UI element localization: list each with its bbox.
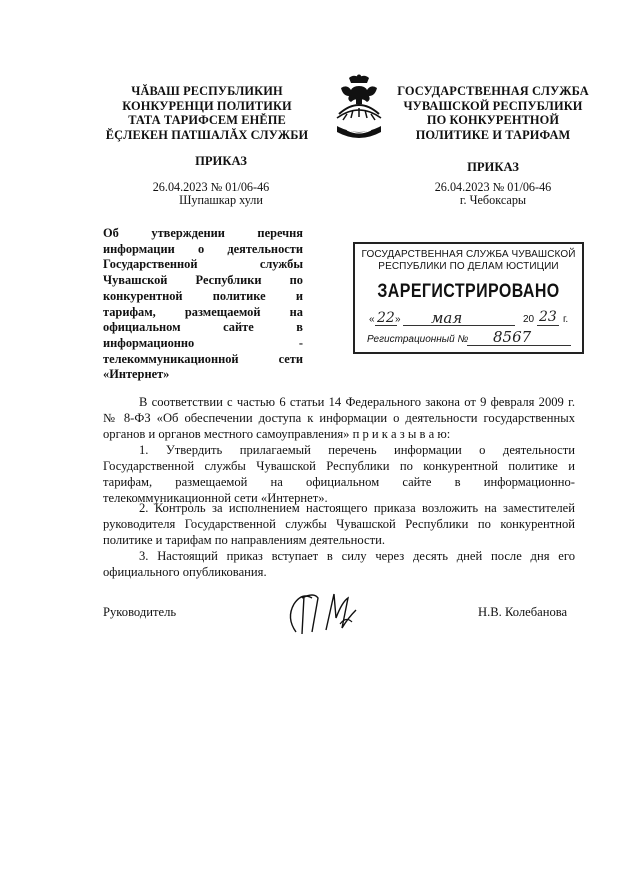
subject-line: Об утверждении перечня (103, 226, 303, 240)
body-intro: В соответствии с частью 6 статьи 14 Федерального закона от 9 февраля 2009 г. № 8-ФЗ «Об обеспечении доступа к информации о деятельности государственных органов и органов местного самоуправления» п р и к а з ы в а ю: (103, 395, 575, 441)
left-header-line: ĔÇЛЕКЕН ПАТШАЛĂХ СЛУЖБИ (105, 127, 309, 142)
right-header-line: ПОЛИТИКЕ И ТАРИФАМ (415, 127, 571, 142)
subject-line: «Интернет» (103, 367, 170, 382)
left-header (96, 84, 318, 142)
signature-name: Н.В. Колебанова (478, 605, 568, 619)
stamp-registered: ЗАРЕГИСТРИРОВАНО (377, 280, 560, 302)
stamp-day: 22 (377, 310, 395, 326)
stamp-year-letter: г. (563, 314, 569, 325)
body-item-3: 3. Настоящий приказ вступает в силу через десять дней после дня его официального опубликования. (103, 549, 575, 579)
left-header-line: ТАТА ТАРИФСЕМ ЕНĔПЕ (128, 113, 286, 127)
signature-position: Руководитель (103, 605, 177, 619)
subject-line: Государственной службы (103, 257, 303, 272)
subject-line: тарифам, размещаемой на (103, 304, 303, 319)
signature-mark (282, 588, 362, 638)
left-place: Шупашкар хули (179, 193, 263, 207)
subject-line: телекоммуникационной сети (103, 351, 303, 366)
right-header-line: ЧУВАШСКОЙ РЕСПУБЛИКИ (403, 98, 583, 113)
registration-stamp (353, 242, 584, 354)
subject-line: Чувашской Республики по (103, 273, 303, 288)
stamp-org-line: РЕСПУБЛИКИ ПО ДЕЛАМ ЮСТИЦИИ (378, 260, 559, 272)
stamp-reg-number: 8567 (493, 328, 532, 346)
body-item-1: 1. Утвердить прилагаемый перечень информации о деятельности Государственной службы Чувашской Республики по конкурентной политике и тарифам, размещаемой на официальном сайте в информационно-телекоммуникационной сети «Интернет». (103, 443, 575, 505)
stamp-month: мая (431, 309, 463, 327)
order-subject (103, 226, 303, 383)
subject-line: официальном сайте в (103, 320, 303, 335)
right-order-line: 26.04.2023 № 01/06-46 (434, 180, 552, 194)
right-order-title: ПРИКАЗ (467, 160, 519, 174)
stamp-reg-line (367, 328, 575, 348)
right-place: г. Чебоксары (459, 193, 527, 207)
stamp-org-line: ГОСУДАРСТВЕННАЯ СЛУЖБА ЧУВАШСКОЙ (361, 249, 576, 260)
stamp-date-line: « 22 » мая 20 23 г. (369, 309, 569, 327)
subject-line: конкурентной политике и (103, 288, 303, 303)
subject-line: информации о деятельности (103, 241, 303, 256)
stamp-year-suffix: 23 (539, 309, 557, 325)
left-order-line: 26.04.2023 № 01/06-46 (152, 180, 270, 194)
body-item-2: 2. Контроль за исполнением настоящего приказа возложить на заместителей руководителя Государственной службы Чувашской Республики по конкурентной политике и тарифам по направлениям деятельности. (103, 501, 575, 547)
stamp-reg-label: Регистрационный № (367, 334, 469, 345)
left-order-title: ПРИКАЗ (195, 154, 247, 168)
left-header-line: ЧĂВАШ РЕСПУБЛИКИН (131, 84, 283, 98)
right-header (382, 84, 604, 142)
stamp-year-prefix: 20 (523, 314, 535, 325)
right-header-line: ПО КОНКУРЕНТНОЙ (426, 113, 560, 127)
left-header-line: КОНКУРЕНЦИ ПОЛИТИКИ (122, 98, 292, 113)
chuvash-emblem-icon (333, 74, 385, 142)
right-header-line: ГОСУДАРСТВЕННАЯ СЛУЖБА (397, 84, 589, 98)
subject-line: информационно - (103, 335, 303, 350)
